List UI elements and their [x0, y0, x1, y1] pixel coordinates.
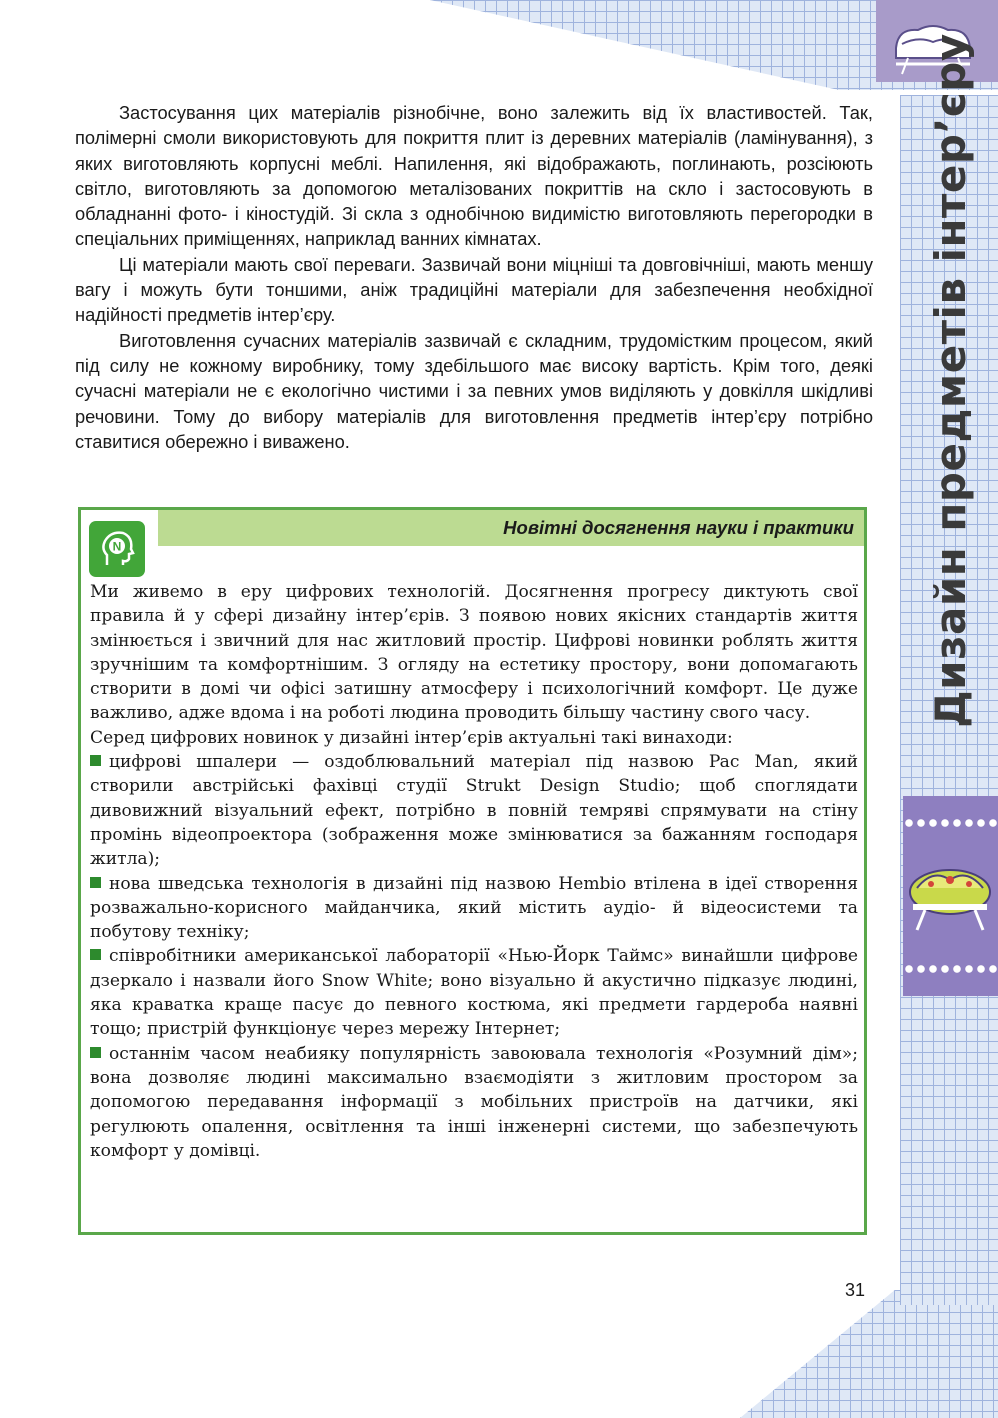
paragraph: Виготовлення сучасних матеріалів зазвичай є складним, трудомістким процесом, який під силу не кожному виробнику, тому здебільшого має високу вартість. Крім того, деякі сучасні матеріали не є екологічно чистими і за певних умов виділяють у довкілля шкідливі речовини. Тому до вибору матеріалів для виготовлення предметів інтер’єру потрібно ставитися обережно і виважено.: [75, 329, 873, 452]
science-lead: Серед цифрових новинок у дизайні інтер’єрів актуальні такі винаходи:: [90, 727, 733, 748]
science-intro: Ми живемо в еру цифрових технологій. Досягнення прогресу диктують свої правила й у сфері дизайну інтер’єрів. З появою нових якісних стандартів життя змінюється і звичний для нас житловий простір. Цифрові новинки роблять життя зручнішим та комфортнішим. З огляду на естетику простору, вони допомагають створити в домі чи офісі затишну атмосферу і психологічний комфорт. Це дуже важливо, адже вдома і на роботі людина проводить більшу частину свого часу.: [90, 582, 858, 724]
sidebar-title: Дизайн предметів інтер’єру: [925, 32, 975, 728]
page-number: 31: [845, 1280, 866, 1300]
science-box-title: Новітні досягнення науки і практики: [503, 517, 854, 538]
bullet-icon: [90, 877, 101, 888]
main-text: [75, 100, 873, 454]
bullet-icon: [90, 755, 101, 766]
bottom-grid-decoration: [740, 1290, 998, 1418]
bullet-icon: [90, 1047, 101, 1058]
paragraph: Ці матеріали мають свої переваги. Зазвичай вони міцніші та довговічніші, мають меншу вагу і можуть бути тоншими, аніж традиційні матеріали для забезпечення необхідної надійності предметів інтер’єру.: [75, 253, 873, 326]
paragraph: Застосування цих матеріалів різнобічне, воно залежить від їх властивостей. Так, полімерні смоли використовують для покриття плит із деревних матеріалів (ламінування), з яких виготовляють корпусні меблі. Напилення, які відображають, поглинають, розсіюють світло, виготовляють за допомогою металізованих покриттів на скло і застосовують в обладнанні фото- і кіностудій. Зі скла з однобічною видимістю виготовляють перегородки в спеціальних приміщеннях, наприклад ванних кімнатах.: [75, 102, 873, 250]
science-box-text: [90, 580, 858, 1163]
list-item: співробітники американської лабораторії «Нью-Йорк Таймс» винайшли цифрове дзеркало і назвали його Snow White; воно візуально й акустично підказує людині, яка краватка краще пасує до певного костюма, які предмети гардероба наявні тощо; пристрій функціонує через мережу Інтернет;: [90, 946, 858, 1040]
bullet-icon: [90, 949, 101, 960]
sofa-icon: [905, 858, 995, 938]
list-item: останнім часом неабияку популярність завоювала технологія «Розумний дім»; вона дозволяє людині максимально взаємодіяти з житловим простором за допомогою передавання інформації з мобільних пристроїв на датчики, які регулюють опалення, освітлення та інші інженерні системи, що забезпечують комфорт у домівці.: [90, 1043, 858, 1161]
list-item: цифрові шпалери — оздоблювальний матеріал під назвою Pac Man, який створили австрійські фахівці студії Strukt Design Studio; щоб споглядати дивовижний візуальний ефект, потрібно в повній темряві спрямувати на стіну промінь відеопроектора (зображення може змінюватися за бажанням господаря житла);: [90, 752, 858, 870]
science-box-header: [158, 510, 864, 546]
bead-border-bottom: [903, 958, 998, 980]
list-item: нова шведська технологія в дизайні під назвою Hembio втілена в ідеї створення розважально-корисного майданчика, який містить аудіо- й відеосистеми та побутову техніку;: [90, 873, 858, 943]
science-head-icon: [89, 521, 145, 577]
bead-border-top: [903, 812, 998, 834]
svg-text:N: N: [112, 539, 122, 554]
